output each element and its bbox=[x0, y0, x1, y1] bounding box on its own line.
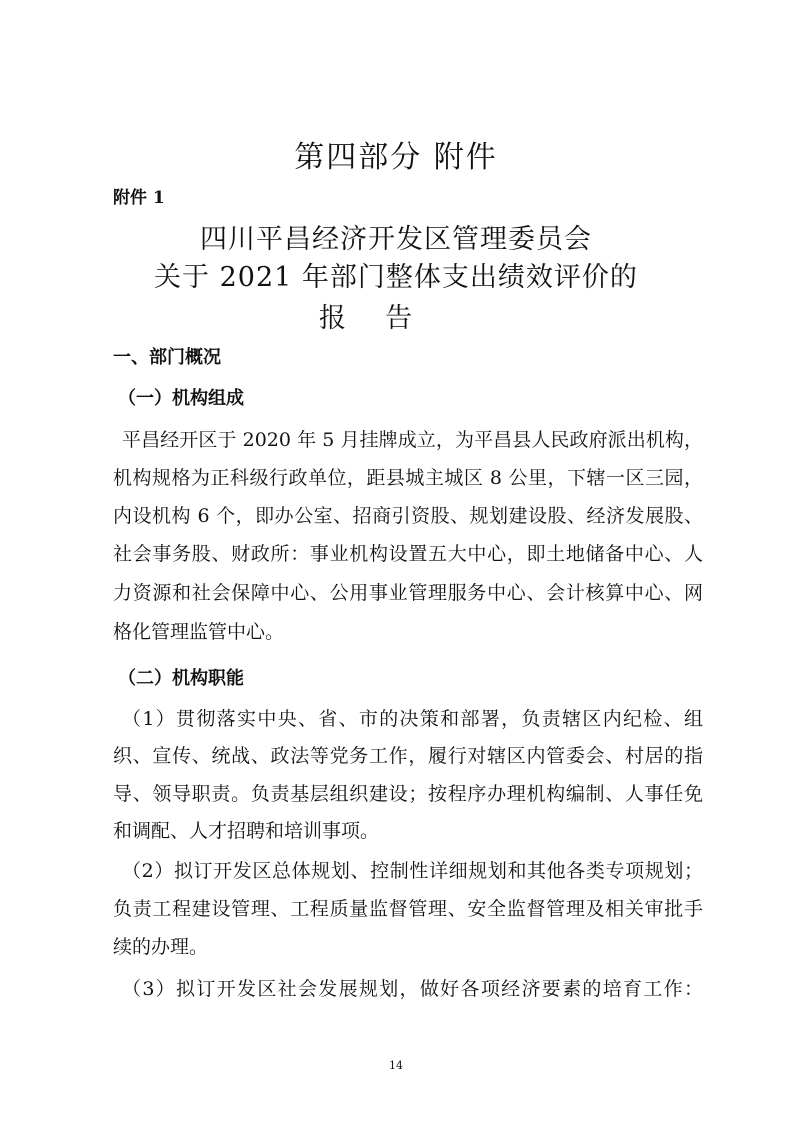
subsection-heading-1: （一）机构组成 bbox=[118, 388, 244, 409]
paragraph-line: 格化管理监管中心。 bbox=[113, 621, 285, 643]
report-title-line-2: 关于 2021 年部门整体支出绩效评价的 bbox=[154, 262, 638, 293]
paragraph-line: 内设机构 6 个，即办公室、招商引资股、规划建设股、经济发展股、 bbox=[113, 505, 703, 527]
paragraph-line: （1）贯彻落实中央、省、市的决策和部署，负责辖区内纪检、组 bbox=[122, 708, 703, 730]
paragraph-line: 负责工程建设管理、工程质量监督管理、安全监督管理及相关审批手 bbox=[113, 898, 703, 920]
paragraph-line: 社会事务股、财政所：事业机构设置五大中心，即土地储备中心、人 bbox=[113, 543, 703, 565]
report-title-line-1: 四川平昌经济开发区管理委员会 bbox=[200, 224, 592, 255]
section-heading: 一、部门概况 bbox=[113, 347, 221, 368]
subsection-heading-2: （二）机构职能 bbox=[118, 668, 244, 689]
paragraph-line: 平昌经开区于 2020 年 5 月挂牌成立，为平昌县人民政府派出机构， bbox=[122, 429, 703, 451]
paragraph-line: 续的办理。 bbox=[113, 936, 209, 958]
paragraph-line: 导、领导职责。负责基层组织建设；按程序办理机构编制、人事任免 bbox=[113, 783, 703, 805]
attachment-label: 附件 1 bbox=[113, 188, 165, 208]
page-number: 14 bbox=[389, 1059, 403, 1072]
paragraph-line: （2）拟订开发区总体规划、控制性详细规划和其他各类专项规划； bbox=[122, 860, 703, 882]
paragraph-line: 力资源和社会保障中心、公用事业管理服务中心、会计核算中心、网 bbox=[113, 582, 703, 604]
part-title: 第四部分 附件 bbox=[294, 140, 498, 175]
paragraph-line: 和调配、人才招聘和培训事项。 bbox=[113, 820, 380, 842]
report-title-line-3: 报 告 bbox=[318, 303, 414, 334]
paragraph-line: （3）拟订开发区社会发展规划，做好各项经济要素的培育工作： bbox=[122, 978, 703, 1000]
paragraph-line: 机构规格为正科级行政单位，距县城主城区 8 公里，下辖一区三园， bbox=[113, 467, 703, 489]
paragraph-line: 织、宣传、统战、政法等党务工作，履行对辖区内管委会、村居的指 bbox=[113, 745, 703, 767]
